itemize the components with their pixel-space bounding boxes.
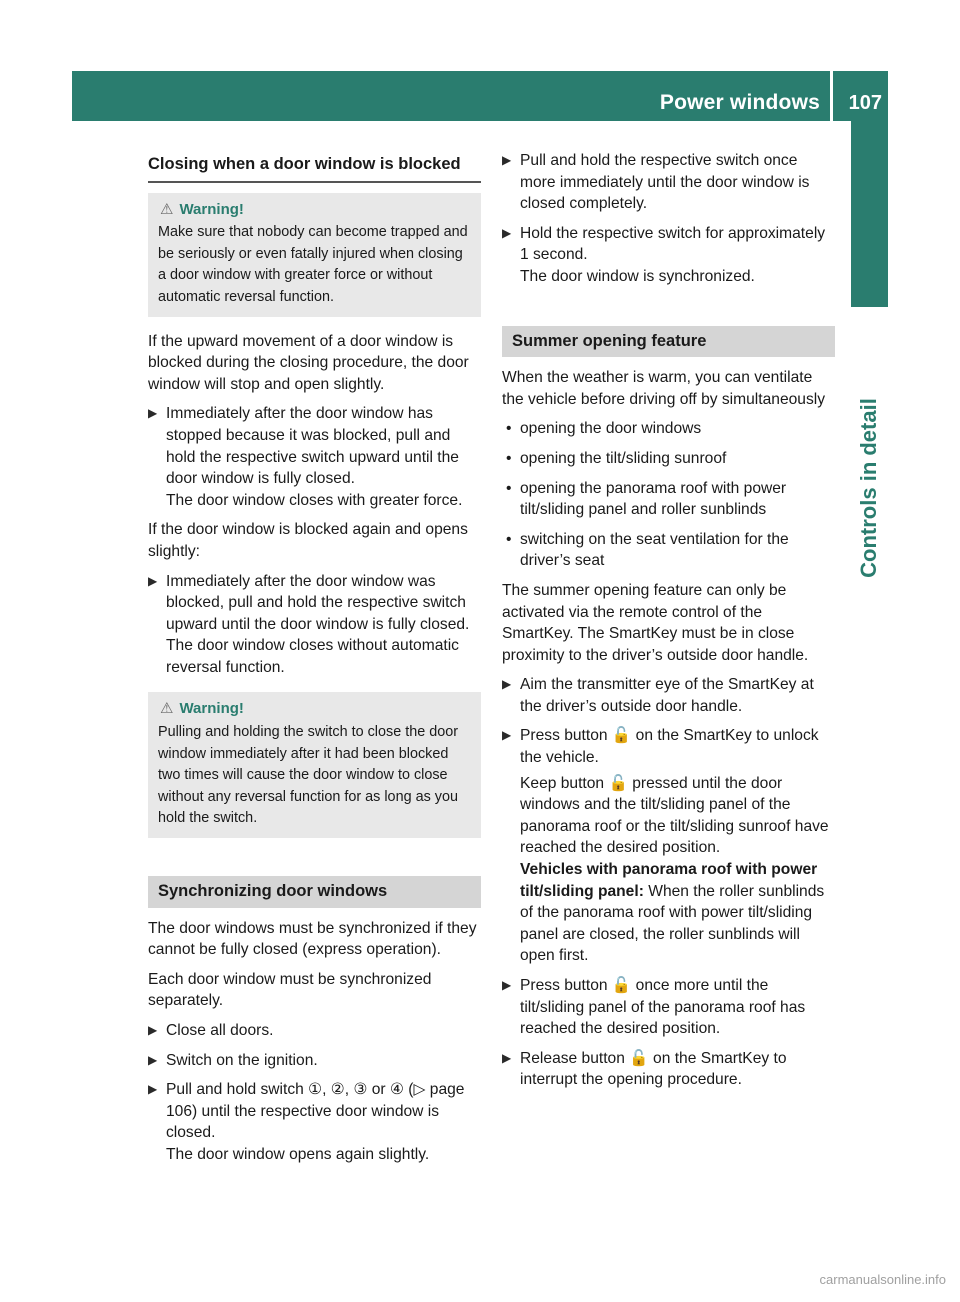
warning-triangle-icon: ⚠ [160, 700, 174, 718]
section-heading-synchronizing: Synchronizing door windows [148, 876, 481, 908]
instruction-step: ▶ Pull and hold switch ①, ②, ③ or ④ (▷ page 106) until the respective door window is closed. The door window opens again slightly. [148, 1081, 465, 1163]
step-arrow-icon: ▶ [148, 1023, 158, 1037]
instruction-step: ▶ Immediately after the door window was blocked, pull and hold the respective switch upward until the door window is fully closed. The door window closes without automatic reversal function. [148, 572, 470, 676]
warning-triangle-icon: ⚠ [160, 200, 174, 218]
left-column [148, 150, 481, 1174]
paragraph: When the weather is warm, you can ventilate the vehicle before driving off by simultaneously [502, 369, 826, 408]
instruction-step: ▶ Switch on the ignition. [148, 1050, 481, 1072]
paragraph: The summer opening feature can only be activated via the remote control of the SmartKey. The SmartKey must be in close proximity to the driver’s outside door handle. [502, 581, 809, 664]
header-divider [830, 71, 833, 121]
step-arrow-icon: ▶ [502, 1050, 512, 1065]
unlock-icon: 🔓 [611, 977, 632, 994]
list-item: • opening the tilt/sliding sunroof [506, 449, 727, 467]
list-item: • switching on the seat ventilation for the driver’s seat [506, 530, 789, 570]
step-arrow-icon: ▶ [502, 677, 512, 692]
unlock-icon: 🔓 [611, 727, 632, 745]
section-heading-blocked: Closing when a door window is blocked [148, 154, 481, 183]
instruction-step: ▶ Pull and hold the respective switch once more immediately until the door window is closed completely. [502, 152, 810, 213]
instruction-step: ▶ Close all doors. [148, 1020, 481, 1042]
warning-text: Pulling and holding the switch to close the door window immediately after it had been blocked two times will cause the door window to close without any reversal function for as long as you hold the switch. [158, 724, 458, 827]
instruction-step: ▶ Press button 🔓 on the SmartKey to unlock the vehicle. Keep button 🔓 pressed until the door windows and the tilt/sliding panel of the panorama roof or the tilt/sliding sunroof have reached the desired position. Vehicles with panorama roof with power tilt/sliding panel: When the roller sunblinds of the panorama roof with power tilt/sliding panel are closed, the roller sunblinds will open first. [502, 727, 829, 965]
warning-text: Make sure that nobody can become trapped and be seriously or even fatally injured when closing a door window with greater force or without automatic reversal function. [158, 224, 468, 305]
instruction-step: ▶ Release button 🔓 on the SmartKey to interrupt the opening procedure. [502, 1049, 787, 1089]
list-item: • opening the panorama roof with power tilt/sliding panel and roller sunblinds [506, 479, 787, 519]
warning-label: Warning! [179, 700, 244, 718]
paragraph: If the upward movement of a door window is blocked during the closing procedure, the door window will stop and open slightly. [148, 332, 469, 393]
step-arrow-icon: ▶ [148, 1052, 158, 1067]
unlock-icon: 🔓 [608, 774, 628, 792]
instruction-step: ▶ Press button 🔓 once more until the tilt/sliding panel of the panorama roof has reached the desired position. [502, 977, 806, 1038]
instruction-step: ▶ Aim the transmitter eye of the SmartKey at the driver’s outside door handle. [502, 676, 814, 715]
step-arrow-icon: ▶ [148, 1082, 158, 1097]
side-tab [851, 121, 888, 307]
list-item: • opening the door windows [506, 420, 702, 438]
side-section-label: Controls in detail [856, 398, 881, 578]
step-arrow-icon: ▶ [502, 728, 512, 743]
warning-label: Warning! [179, 200, 244, 218]
section-heading-summer: Summer opening feature [502, 326, 835, 358]
warning-box [148, 692, 481, 838]
watermark: carmanualsonline.info [819, 1272, 946, 1287]
warning-box [148, 193, 481, 317]
page-number: 107 [848, 92, 882, 114]
unlock-icon: 🔓 [629, 1049, 649, 1067]
page-title: Power windows [659, 91, 820, 114]
instruction-step: ▶ Immediately after the door window has stopped because it was blocked, pull and hold the respective switch upward until the door window is fully closed. The door window closes with greater force. [148, 405, 463, 509]
right-column [502, 150, 835, 1099]
step-arrow-icon: ▶ [502, 978, 512, 992]
header-bar [72, 71, 888, 121]
step-arrow-icon: ▶ [502, 153, 512, 167]
step-arrow-icon: ▶ [148, 573, 158, 588]
paragraph: The door windows must be synchronized if they cannot be fully closed (express operation). [148, 919, 477, 959]
instruction-step: ▶ Hold the respective switch for approximately 1 second. The door window is synchronized. [502, 224, 826, 285]
step-arrow-icon: ▶ [502, 225, 512, 240]
paragraph: If the door window is blocked again and opens slightly: [148, 521, 468, 560]
paragraph: Each door window must be synchronized separately. [148, 970, 432, 1010]
step-arrow-icon: ▶ [148, 406, 158, 421]
